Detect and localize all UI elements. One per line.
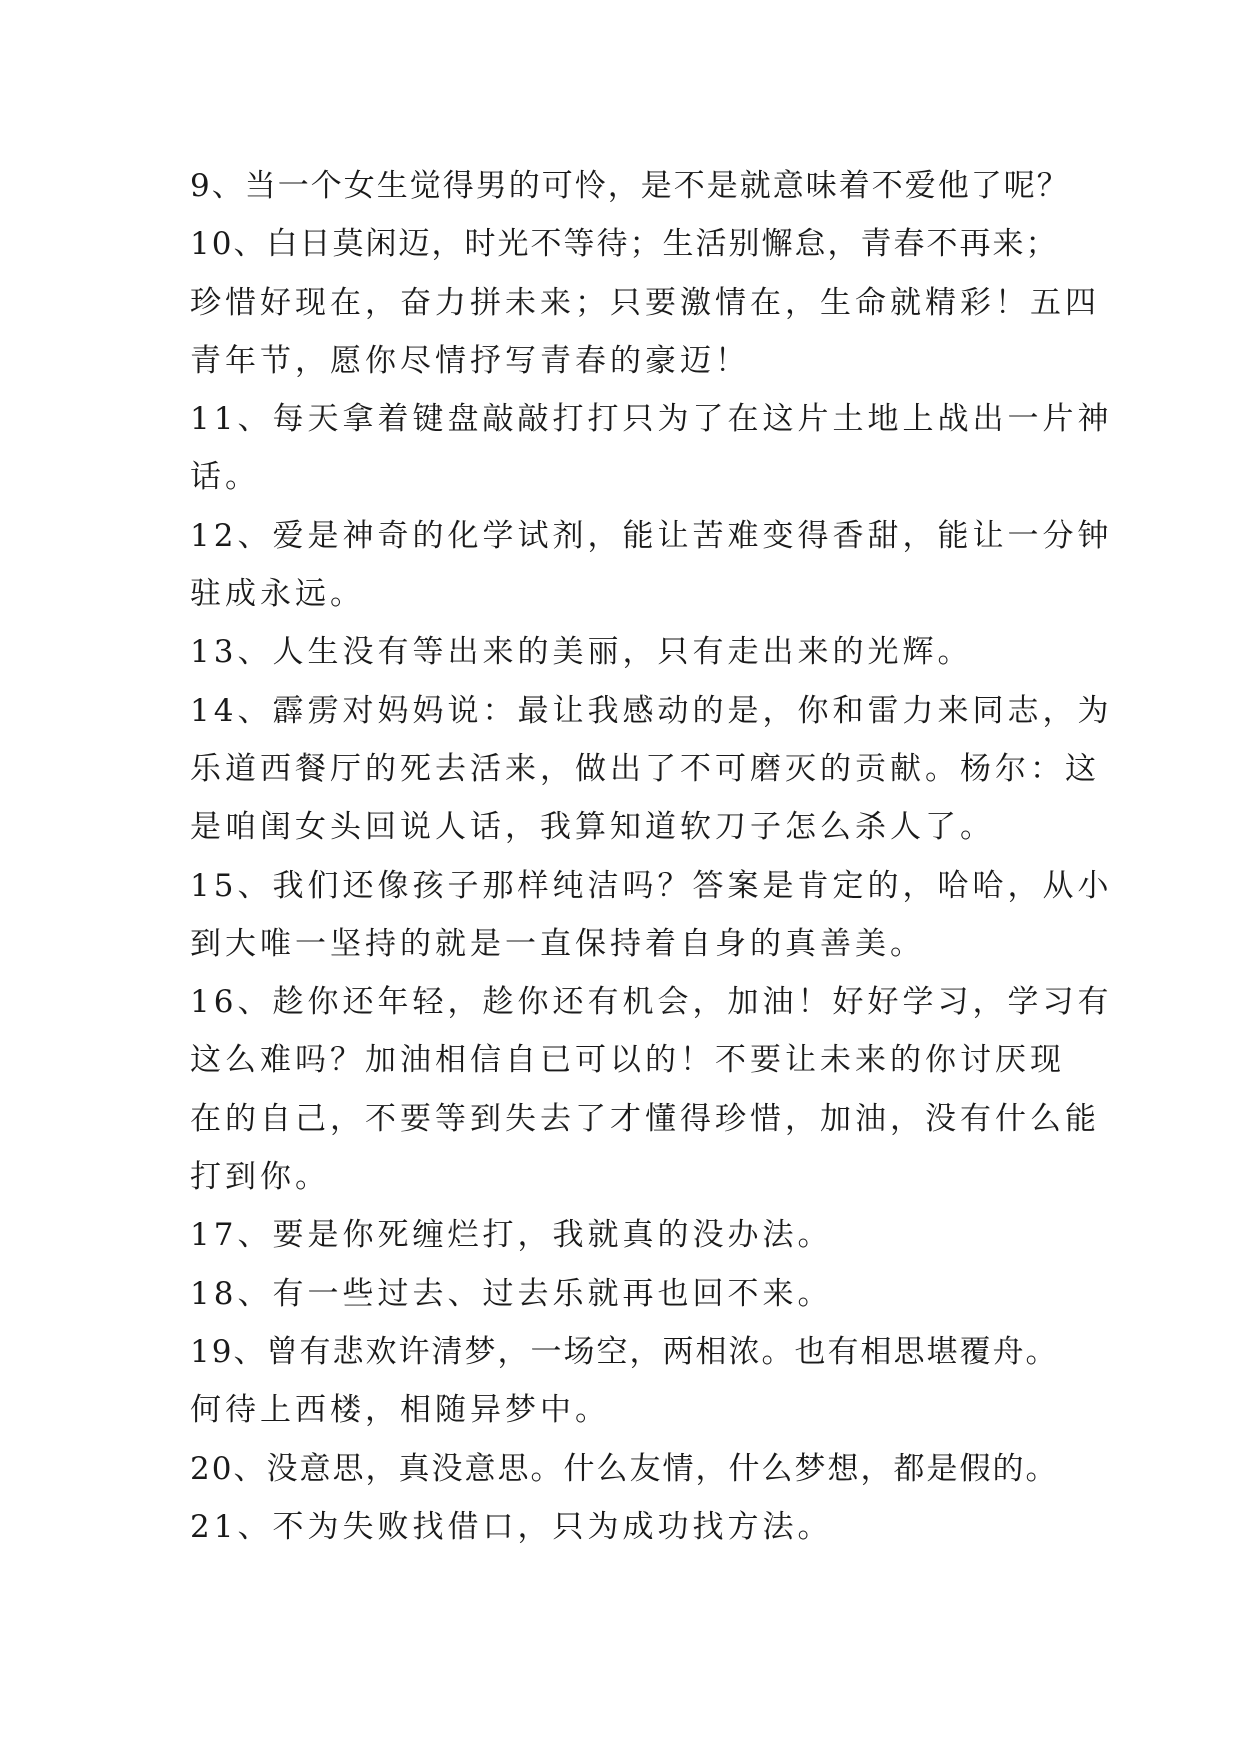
- text-line: 到大唯一坚持的就是一直保持着自身的真善美。: [190, 925, 925, 962]
- text-line: 21、不为失败找借口，只为成功找方法。: [190, 1508, 833, 1545]
- text-line: 20、没意思，真没意思。什么友情，什么梦想，都是假的。: [190, 1450, 1059, 1487]
- text-line: 17、要是你死缠烂打，我就真的没办法。: [190, 1217, 833, 1254]
- text-line: 何待上西楼，相随异梦中。: [190, 1392, 610, 1429]
- text-line: 14、霹雳对妈妈说：最让我感动的是，你和雷力来同志，为: [190, 692, 1113, 729]
- text-line: 16、趁你还年轻，趁你还有机会，加油！好好学习，学习有: [190, 984, 1113, 1021]
- text-line: 乐道西餐厅的死去活来，做出了不可磨灭的贡献。杨尔：这: [190, 750, 1100, 787]
- text-line: 18、有一些过去、过去乐就再也回不来。: [190, 1275, 833, 1312]
- text-line: 19、曾有悲欢许清梦，一场空，两相浓。也有相思堪覆舟。: [190, 1333, 1059, 1370]
- text-line: 青年节，愿你尽情抒写青春的豪迈！: [190, 342, 750, 379]
- text-line: 12、爱是神奇的化学试剂，能让苦难变得香甜，能让一分钟: [190, 517, 1113, 554]
- text-line: 珍惜好现在，奋力拼未来；只要激情在，生命就精彩！五四: [190, 284, 1100, 321]
- text-line: 13、人生没有等出来的美丽，只有走出来的光辉。: [190, 634, 973, 671]
- text-line: 15、我们还像孩子那样纯洁吗？答案是肯定的，哈哈，从小: [190, 867, 1113, 904]
- text-line: 打到你。: [190, 1159, 330, 1196]
- text-line: 9、当一个女生觉得男的可怜，是不是就意味着不爱他了呢？: [190, 168, 1070, 204]
- text-line: 话。: [190, 459, 260, 496]
- text-line: 这么难吗？加油相信自已可以的！不要让未来的你讨厌现: [190, 1042, 1065, 1079]
- text-line: 在的自己，不要等到失去了才懂得珍惜，加油，没有什么能: [190, 1100, 1100, 1137]
- text-line: 是咱闺女头回说人话，我算知道软刀子怎么杀人了。: [190, 809, 995, 846]
- text-line: 驻成永远。: [190, 576, 365, 613]
- text-line: 11、每天拿着键盘敲敲打打只为了在这片土地上战出一片神: [190, 401, 1113, 438]
- document-body: [190, 157, 1113, 1556]
- text-line: 10、白日莫闲迈，时光不等待；生活别懈怠，青春不再来；: [190, 226, 1059, 263]
